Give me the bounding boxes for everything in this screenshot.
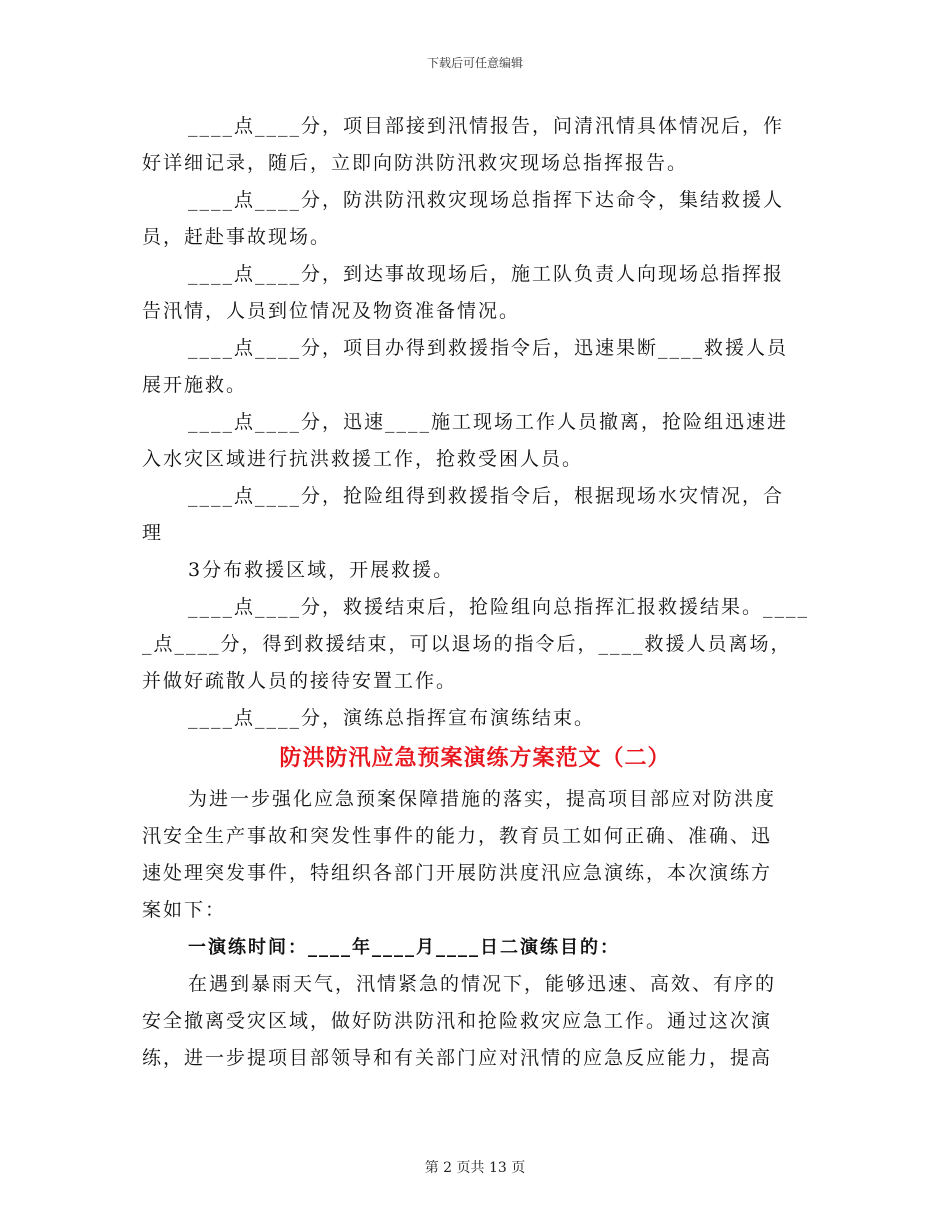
text-line: 练，进一步提项目部领导和有关部门应对汛情的应急反应能力，提高	[142, 1047, 773, 1069]
text-line: ____点____分，到达事故现场后，施工队负责人向现场总指挥报	[188, 263, 785, 285]
text-line: 展开施救。	[142, 374, 248, 396]
text-line: _点____分，得到救援结束，可以退场的指令后，____救援人员离场，	[142, 633, 792, 655]
text-line: ____点____分，救援结束后，抢险组向总指挥汇报救援结果。____	[188, 596, 810, 618]
document-body	[142, 108, 808, 1077]
text-line: 在遇到暴雨天气，汛情紧急的情况下，能够迅速、高效、有序的	[188, 973, 777, 995]
text-line: ____点____分，防洪防汛救灾现场总指挥下达命令，集结救援人	[188, 189, 785, 211]
section-title: 防洪防汛应急预案演练方案范文（二）	[279, 746, 671, 771]
paragraph-block-purpose	[142, 966, 808, 1077]
text-line: ____点____分，项目部接到汛情报告，问清汛情具体情况后，作	[188, 115, 785, 137]
text-line: ____点____分，迅速____施工现场工作人员撤离，抢险组迅速进	[188, 411, 789, 433]
text-line: 并做好疏散人员的接待安置工作。	[142, 670, 458, 692]
text-line: 员，赶赴事故现场。	[142, 226, 332, 248]
text-line: 速处理突发事件，特组织各部门开展防洪度汛应急演练，本次演练方	[142, 862, 773, 884]
text-line: 案如下：	[142, 899, 227, 921]
page-header: 下载后可任意编辑	[426, 56, 523, 70]
text-line: 理	[142, 522, 164, 544]
text-line: 入水灾区域进行抗洪救援工作，抢救受困人员。	[142, 448, 584, 470]
text-line: ____点____分，项目办得到救援指令后，迅速果断____救援人员	[188, 337, 789, 359]
text-line: 好详细记录，随后，立即向防洪防汛救灾现场总指挥报告。	[142, 152, 689, 174]
text-line: 为进一步强化应急预案保障措施的落实，提高项目部应对防洪度	[188, 788, 777, 810]
paragraph-block-intro	[142, 781, 808, 929]
page-footer: 第 2 页共 13 页	[424, 1160, 526, 1176]
text-line: ____点____分，演练总指挥宣布演练结束。	[188, 707, 596, 729]
paragraph-block-drill-steps	[142, 108, 808, 737]
text-line: ____点____分，抢险组得到救援指令后，根据现场水灾情况，合	[188, 485, 785, 507]
text-line: 3分布救援区域，开展救援。	[188, 559, 455, 581]
text-line: 汛安全生产事故和突发性事件的能力，教育员工如何正确、准确、迅	[142, 825, 773, 847]
drill-time-heading: 一演练时间：____年____月____日二演练目的：	[188, 937, 620, 958]
text-line: 安全撤离受灾区域，做好防洪防汛和抢险救灾应急工作。通过这次演	[142, 1010, 773, 1032]
text-line: 告汛情，人员到位情况及物资准备情况。	[142, 300, 521, 322]
